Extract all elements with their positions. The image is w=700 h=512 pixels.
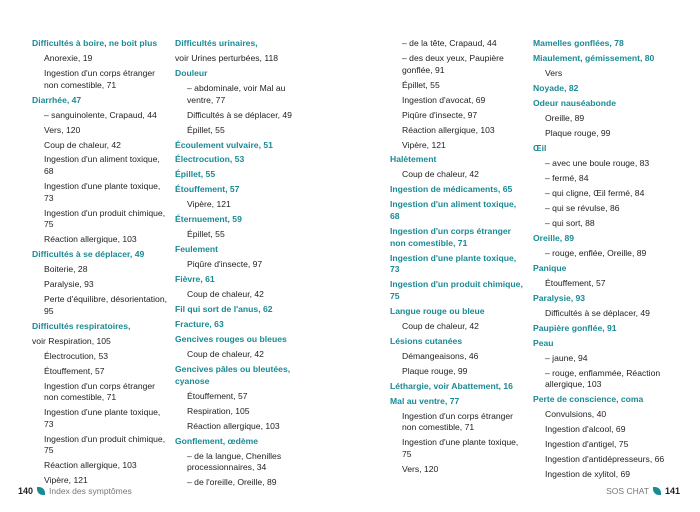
index-heading: Électrocution, 53 [175,154,245,165]
index-heading: Ingestion d'un produit chimique, 75 [390,279,523,301]
index-subentry: Étouffement, 57 [187,390,248,401]
index-subentry: Vers, 120 [44,124,81,135]
index-subentry: Démangeaisons, 46 [402,350,479,361]
index-subentry: Épillet, 55 [187,229,225,240]
index-subentry: Ingestion d'un aliment toxique, 68 [44,154,160,177]
index-heading: Ingestion d'un corps étranger non comestible, 71 [390,226,511,248]
index-subentry: Perte d'équilibre, désorientation, 95 [44,294,167,316]
index-heading: Ingestion d'une plante toxique, 73 [390,252,517,275]
index-subentry: – sanguinolente, Crapaud, 44 [32,110,170,122]
index-subentry: Coup de chaleur, 42 [402,169,479,180]
index-subentry: Ingestion d'alcool, 69 [545,424,626,435]
index-heading: Léthargie, voir Abattement, 16 [390,380,513,391]
index-heading: Ingestion d'un aliment toxique, 68 [390,199,517,222]
index-heading: Fil qui sort de l'anus, 62 [175,304,273,315]
index-subentry: – des deux yeux, Paupière gonflée, 91 [390,53,525,76]
index-subentry: Vers [545,67,563,78]
index-column-3 [390,38,525,479]
index-heading: Miaulement, gémissement, 80 [533,52,655,63]
index-heading: Noyade, 82 [533,82,579,93]
index-heading: Étouffement, 57 [175,184,240,195]
index-subentry: Ingestion d'antidépresseurs, 66 [545,454,665,465]
index-subentry: – jaune, 94 [533,353,673,365]
index-subentry: Vers, 120 [402,463,439,474]
index-subentry: Ingestion d'un corps étranger non comestible, 71 [402,410,514,433]
page-number-right: 141 [664,486,680,496]
index-heading: Langue rouge ou bleue [390,305,485,316]
index-heading: Odeur nauséabonde [533,97,617,108]
index-subentry: Ingestion d'une plante toxique, 75 [402,437,519,459]
index-heading: Ingestion de médicaments, 65 [390,184,513,195]
index-column-2 [175,38,300,492]
index-subentry: Réaction allergique, 103 [402,124,495,135]
index-subentry: – rouge, enflammée, Réaction allergique, 103 [533,368,673,391]
index-heading: Perte de conscience, coma [533,394,644,405]
index-heading: Lésions cutanées [390,335,463,346]
index-heading: Éternuement, 59 [175,214,242,225]
leaf-icon [37,487,45,495]
index-heading: Gencives pâles ou bleutées, cyanose [175,364,291,386]
index-see-reference: voir Urines perturbées, 118 [175,52,279,63]
index-heading: Gencives rouges ou bleues [175,334,287,345]
index-subentry: – de l'oreille, Oreille, 89 [175,477,300,489]
index-subentry: – fermé, 84 [533,173,673,185]
index-subentry: Coup de chaleur, 42 [44,139,121,150]
index-heading: Difficultés urinaires, [175,38,258,48]
footer-left [18,486,132,496]
footer-right [606,486,680,496]
index-heading: Paupière gonflée, 91 [533,322,617,333]
footer-book-title: SOS CHAT [606,486,649,496]
index-subentry: Épillet, 55 [402,79,440,90]
index-heading: Diarrhée, 47 [32,94,82,105]
index-heading: Difficultés respiratoires, [32,320,131,331]
index-subentry: Étouffement, 57 [545,277,606,288]
index-heading: Feulement [175,244,218,255]
index-subentry: – qui se révulse, 86 [533,203,673,215]
index-subentry: Ingestion d'un corps étranger non comestible, 71 [44,67,156,90]
index-column-4 [533,38,673,484]
index-subentry: – avec une boule rouge, 83 [533,158,673,170]
index-heading: Difficultés à se déplacer, 49 [32,249,145,260]
index-heading: Fièvre, 61 [175,274,215,285]
index-heading: Peau [533,337,554,348]
index-subentry: Coup de chaleur, 42 [402,320,479,331]
index-subentry: Ingestion d'avocat, 69 [402,94,486,105]
index-subentry: Difficultés à se déplacer, 49 [545,307,650,318]
index-subentry: Oreille, 89 [545,112,585,123]
index-column-1 [32,38,170,490]
index-subentry: Ingestion d'un produit chimique, 75 [44,433,166,456]
index-subentry: Vipère, 121 [187,199,231,210]
index-subentry: Paralysie, 93 [44,279,94,290]
index-subentry: Réaction allergique, 103 [187,420,280,431]
index-subentry: Coup de chaleur, 42 [187,349,264,360]
index-subentry: Ingestion d'antigel, 75 [545,439,629,450]
index-subentry: Piqûre d'insecte, 97 [187,259,263,270]
index-subentry: Boiterie, 28 [44,264,88,275]
index-subentry: – qui cligne, Œil fermé, 84 [533,188,673,200]
footer-section-title: Index des symptômes [49,486,132,496]
page-number-left: 140 [18,486,34,496]
index-heading: Halètement [390,154,437,165]
index-subentry: Convulsions, 40 [545,409,607,420]
index-subentry: Coup de chaleur, 42 [187,289,264,300]
index-heading: Gonflement, œdème [175,435,259,446]
index-heading: Mamelles gonflées, 78 [533,38,624,48]
index-subentry: – rouge, enflée, Oreille, 89 [533,248,673,260]
index-heading: Difficultés à boire, ne boit plus [32,38,158,48]
index-subentry: Étouffement, 57 [44,365,105,376]
leaf-icon [653,487,661,495]
index-subentry: Réaction allergique, 103 [44,234,137,245]
index-subentry: Électrocution, 53 [44,350,109,361]
index-subentry: Ingestion d'une plante toxique, 73 [44,407,161,429]
index-heading: Oreille, 89 [533,232,575,243]
index-subentry: Ingestion d'un corps étranger non comestible, 71 [44,380,156,403]
index-heading: Œil [533,142,547,153]
index-heading: Mal au ventre, 77 [390,395,460,406]
index-subentry: Ingestion d'une plante toxique, 73 [44,181,161,203]
index-heading: Épillet, 55 [175,169,216,180]
index-subentry: Vipère, 121 [44,475,88,486]
index-subentry: Réaction allergique, 103 [44,460,137,471]
index-subentry: Respiration, 105 [187,405,250,416]
index-subentry: Piqûre d'insecte, 97 [402,109,478,120]
index-heading: Fracture, 63 [175,319,224,330]
index-subentry: – de la langue, Chenilles processionnaires, 34 [175,451,300,474]
index-subentry: Anorexie, 19 [44,52,93,63]
index-subentry: Difficultés à se déplacer, 49 [187,109,292,120]
index-subentry: Plaque rouge, 99 [545,127,611,138]
index-heading: Paralysie, 93 [533,292,586,303]
index-subentry: Vipère, 121 [402,139,446,150]
index-heading: Panique [533,262,567,273]
index-subentry: – abdominale, voir Mal au ventre, 77 [175,83,300,106]
index-see-reference: voir Respiration, 105 [32,335,111,346]
index-subentry: Plaque rouge, 99 [402,365,468,376]
index-subentry: – qui sort, 88 [533,218,673,230]
index-heading: Douleur [175,67,208,78]
index-subentry: Ingestion de xylitol, 69 [545,469,631,480]
index-subentry: Épillet, 55 [187,124,225,135]
index-subentry: – de la tête, Crapaud, 44 [390,38,525,50]
index-subentry: Ingestion d'un produit chimique, 75 [44,207,166,230]
index-heading: Écoulement vulvaire, 51 [175,139,273,150]
